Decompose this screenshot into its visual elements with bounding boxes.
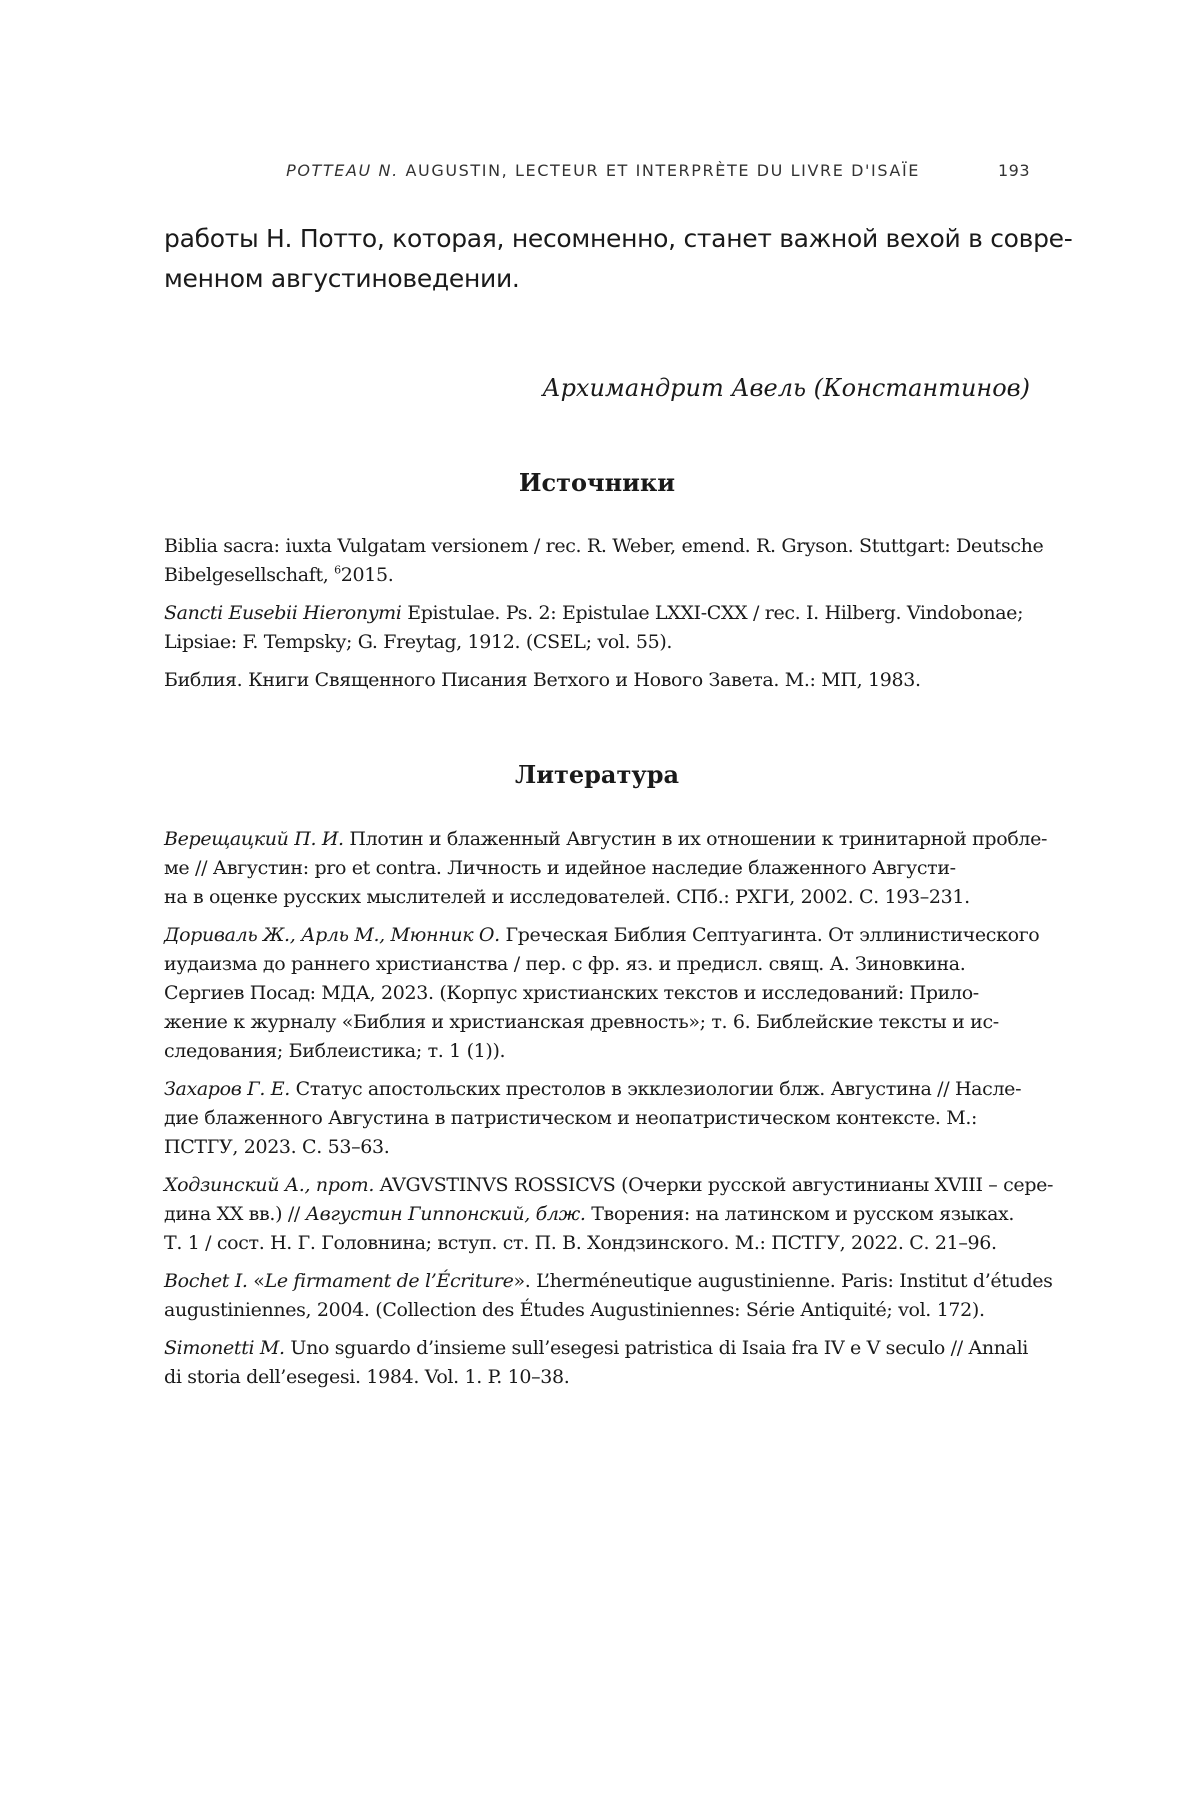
literature-list <box>164 825 1054 1401</box>
entry-author: Bochet I. <box>164 1270 248 1292</box>
entry-author: Дориваль Ж., Арль М., Мюнник О. <box>164 924 500 946</box>
entry-line: Lipsiae: F. Tempsky; G. Freytag, 1912. (CSEL; vol. 55). <box>164 631 673 653</box>
entry-line <box>164 1200 1030 1229</box>
entry-author: Захаров Г. Е. <box>164 1078 290 1100</box>
entry-line <box>164 1334 1030 1363</box>
running-head-text <box>286 161 920 180</box>
entry-line <box>164 1267 1053 1296</box>
entry-line <box>164 921 1040 950</box>
literature-heading: Литература <box>514 760 680 789</box>
body-line: работы Н. Потто, которая, несомненно, станет важной вехой в совре- <box>164 224 1073 253</box>
running-head-title: AUGUSTIN, LECTEUR ET INTERPRÈTE DU LIVRE D'ISAÏE <box>398 161 920 180</box>
entry-italic-title: Le firmament de l’Écriture <box>264 1270 514 1292</box>
entry-italic-title: Августин Гиппонский, блж. <box>305 1203 586 1225</box>
sources-list <box>164 532 1044 704</box>
entry-line: ме // Августин: pro et contra. Личность и идейное наследие блаженного Августи- <box>164 857 956 879</box>
running-head <box>164 161 1030 185</box>
entry-line <box>164 599 1030 628</box>
sources-heading: Источники <box>518 468 676 497</box>
entry-line: di storia dell’esegesi. 1984. Vol. 1. P. 10–38. <box>164 1366 570 1388</box>
entry-line <box>164 561 1030 590</box>
bibliography-entry <box>164 599 1030 657</box>
entry-text: Греческая Библия Септуагинта. От эллинистического <box>499 924 1040 946</box>
entry-line: иудаизма до раннего христианства / пер. с фр. яз. и предисл. свящ. А. Зиновкина. <box>164 953 966 975</box>
bibliography-entry <box>164 921 1040 1066</box>
entry-line: на в оценке русских мыслителей и исследователей. СПб.: РХГИ, 2002. С. 193–231. <box>164 886 970 908</box>
entry-author: Sancti Eusebii Hieronymi <box>164 602 402 624</box>
bibliography-entry <box>164 532 1044 590</box>
page-number: 193 <box>997 161 1030 180</box>
entry-line: ПСТГУ, 2023. С. 53–63. <box>164 1136 390 1158</box>
bibliography-entry <box>164 666 1030 695</box>
edition-superscript: 6 <box>334 563 341 577</box>
entry-author: Ходзинский А., прот. <box>164 1174 375 1196</box>
entry-line: Сергиев Посад: МДА, 2023. (Корпус христианских текстов и исследований: Прило- <box>164 982 979 1004</box>
entry-text: Uno sguardo d’insieme sull’esegesi patristica di Isaia fra IV e V seculo // Annali <box>284 1337 1029 1359</box>
body-paragraph <box>164 219 1073 299</box>
entry-line: Т. 1 / сост. Н. Г. Головнина; вступ. ст. П. В. Хондзинского. М.: ПСТГУ, 2022. С. 21–96. <box>164 1232 997 1254</box>
entry-text: ». L’herméneutique augustinienne. Paris: Institut d’études <box>513 1270 1053 1292</box>
entry-text: « <box>247 1270 265 1292</box>
running-head-author: POTTEAU N. <box>286 161 399 180</box>
entry-text: 2015. <box>340 564 394 586</box>
bibliography-entry <box>164 1171 1054 1258</box>
author-signature: Архимандрит Авель (Константинов) <box>542 374 1030 402</box>
entry-line <box>164 1171 1054 1200</box>
body-line: менном августиноведении. <box>164 264 520 293</box>
entry-text: Плотин и блаженный Августин в их отношении к тринитарной пробле- <box>343 828 1048 850</box>
entry-text: Творения: на латинском и русском языках. <box>585 1203 1015 1225</box>
bibliography-entry <box>164 825 1048 912</box>
entry-line: Biblia sacra: iuxta Vulgatam versionem / rec. R. Weber, emend. R. Gryson. Stuttgart: Deutsche <box>164 535 1044 557</box>
entry-line: жение к журналу «Библия и христианская древность»; т. 6. Библейские тексты и ис- <box>164 1011 999 1033</box>
entry-line: дие блаженного Августина в патристическом и неопатристическом контексте. М.: <box>164 1107 978 1129</box>
entry-line <box>164 1075 1030 1104</box>
entry-text: Epistulae. Ps. 2: Epistulae LXXI-CXX / rec. I. Hilberg. Vindobonae; <box>401 602 1024 624</box>
entry-text: Статус апостольских престолов в экклезиологии блж. Августина // Насле- <box>289 1078 1022 1100</box>
entry-author: Simonetti M. <box>164 1337 285 1359</box>
entry-line: augustiniennes, 2004. (Collection des Études Augustiniennes: Série Antiquité; vol. 172). <box>164 1299 985 1321</box>
entry-line <box>164 825 1048 854</box>
entry-line: следования; Библеистика; т. 1 (1)). <box>164 1040 506 1062</box>
entry-line: Библия. Книги Священного Писания Ветхого и Нового Завета. М.: МП, 1983. <box>164 669 921 691</box>
bibliography-entry <box>164 1334 1030 1392</box>
bibliography-entry <box>164 1075 1030 1162</box>
bibliography-entry <box>164 1267 1053 1325</box>
entry-text: Bibelgesellschaft, <box>164 564 335 586</box>
entry-text: AVGVSTINVS ROSSICVS (Очерки русской августинианы XVIII – сере- <box>374 1174 1054 1196</box>
entry-text: дина XX вв.) // <box>164 1203 306 1225</box>
entry-author: Верещацкий П. И. <box>164 828 344 850</box>
